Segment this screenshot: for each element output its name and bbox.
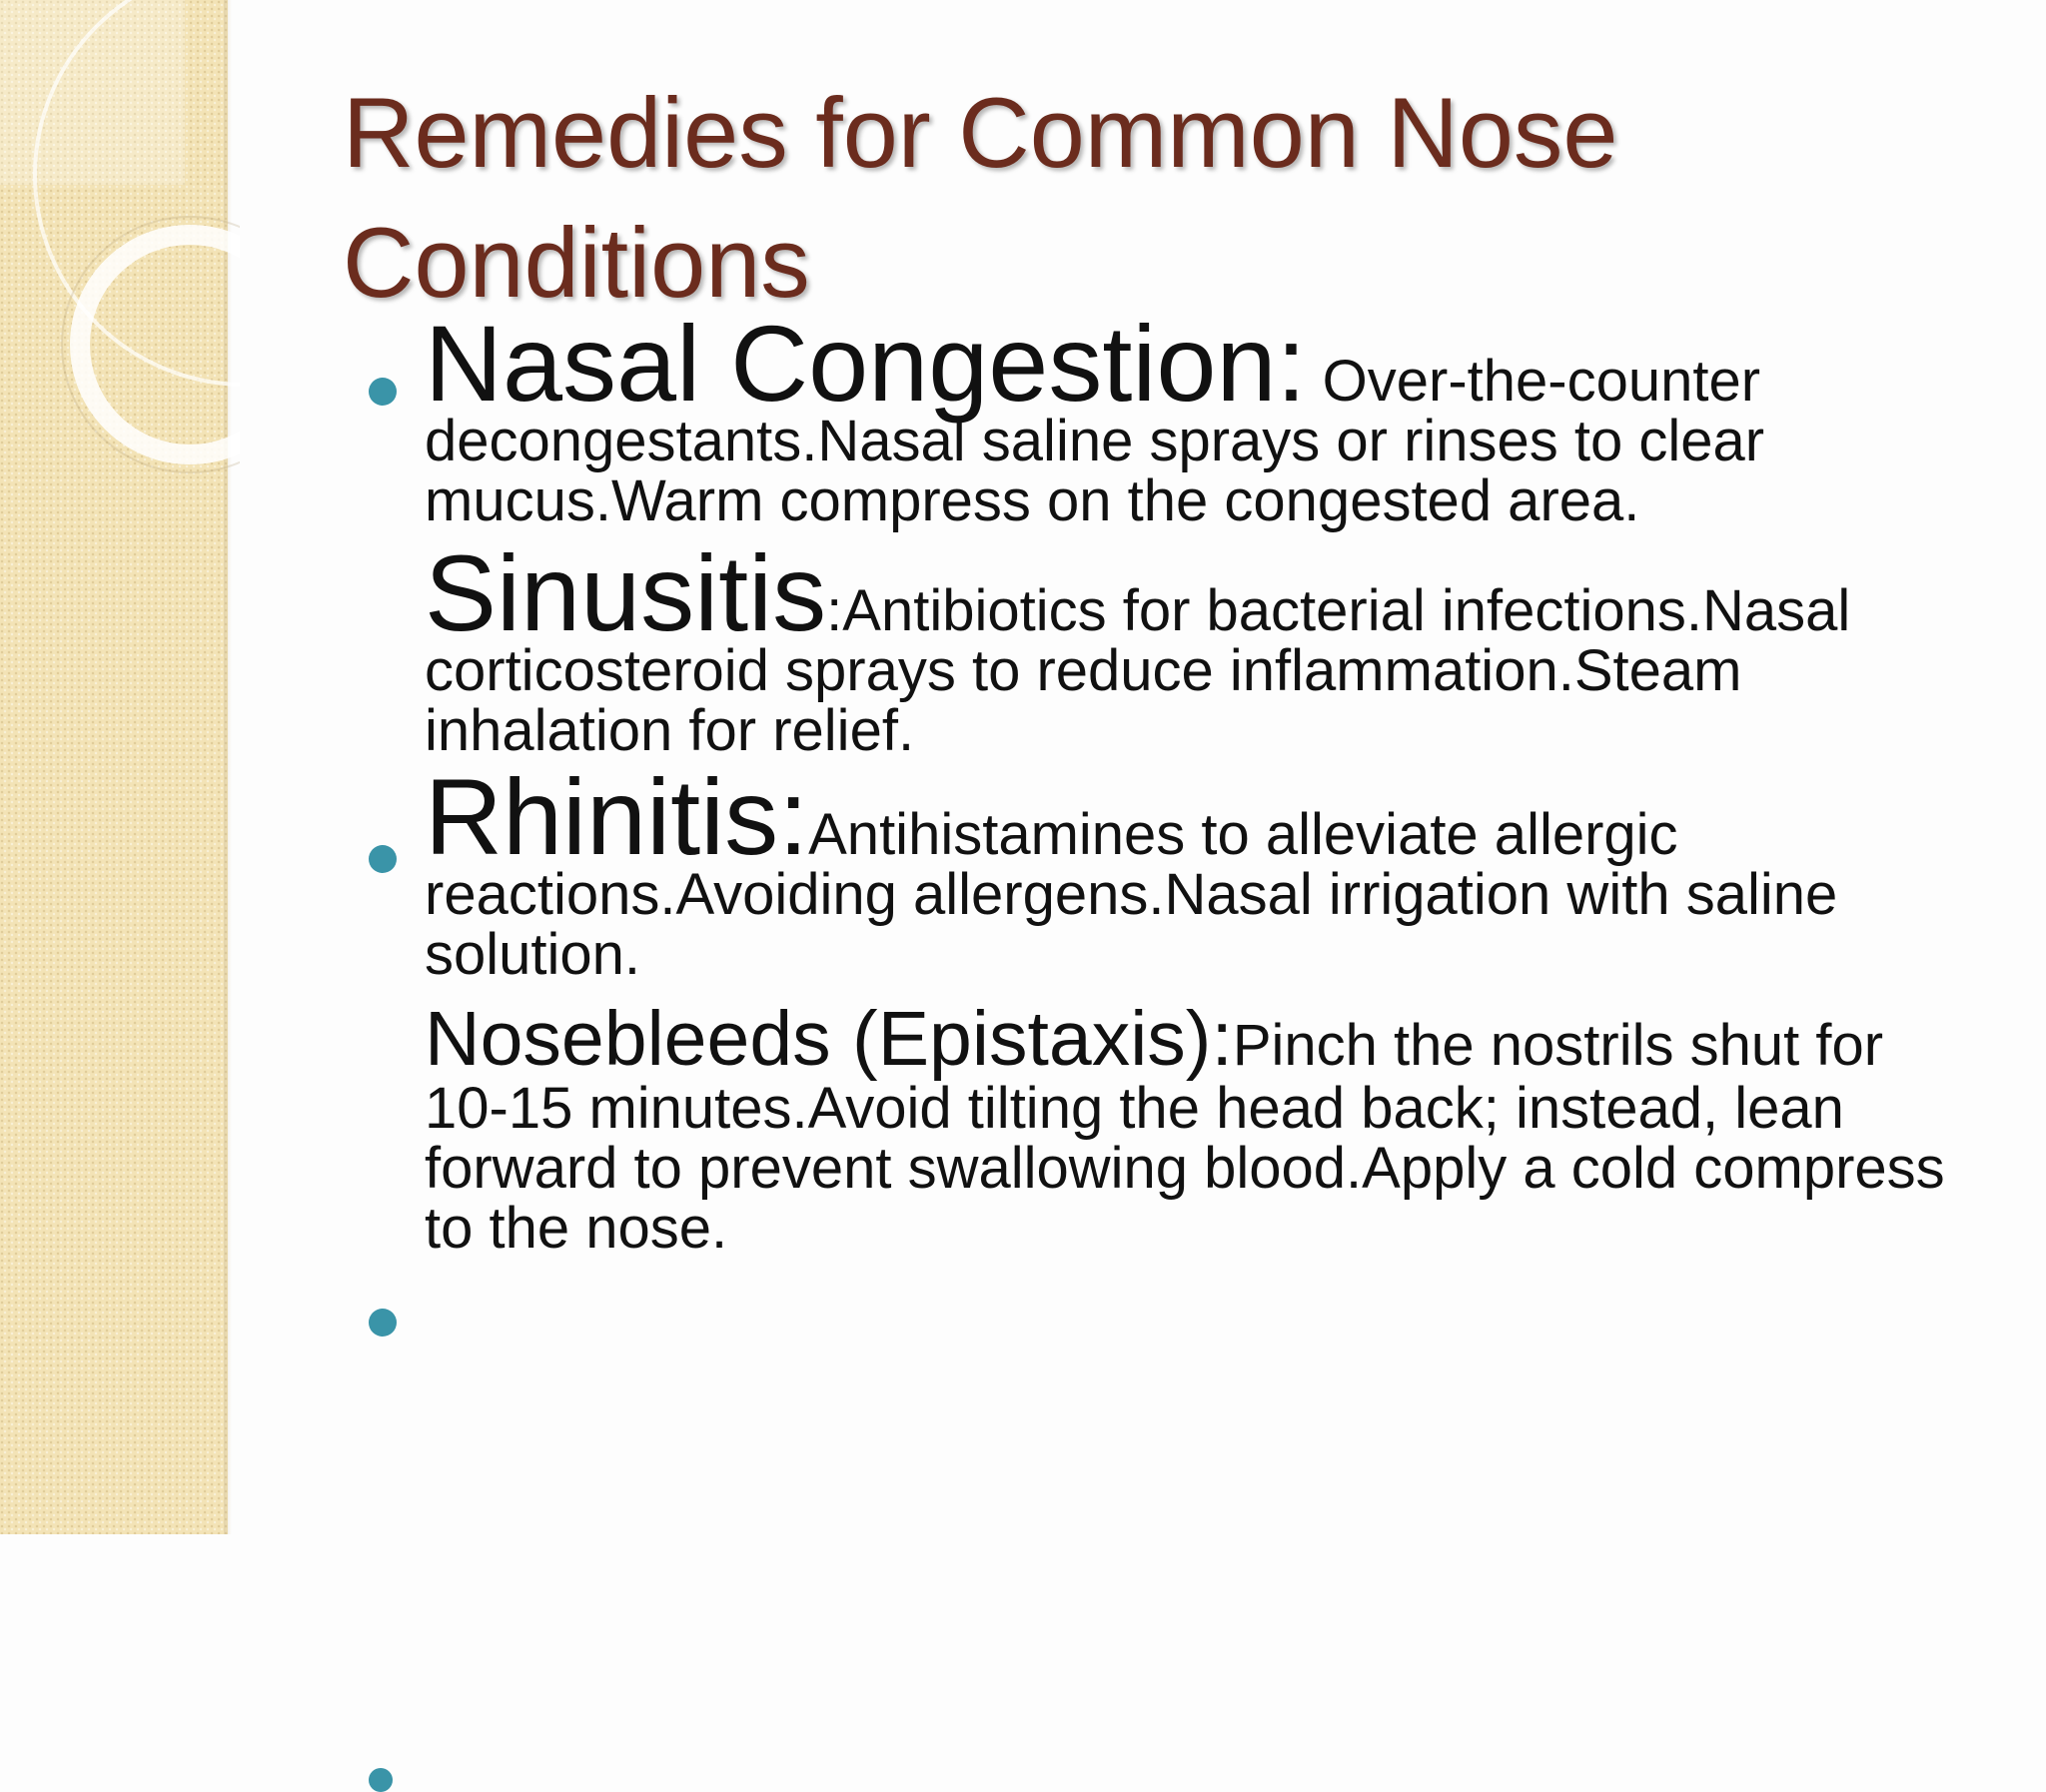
bullet-dot-icon xyxy=(369,378,397,406)
item-heading: Nosebleeds (Epistaxis): xyxy=(425,996,1233,1082)
list-item-rhinitis xyxy=(343,756,1981,987)
remedies-list xyxy=(343,303,1981,1261)
item-text: Over-the-counter decongestants.Nasal saline sprays or rinses to clear mucus.Warm compress on the congested area. xyxy=(425,349,1765,533)
item-heading: Nasal Congestion: xyxy=(425,303,1307,424)
list-item-nasal-congestion xyxy=(343,303,1981,533)
bullet-dot-icon xyxy=(369,1768,393,1792)
item-text: Antihistamines to alleviate allergic reactions.Avoiding allergens.Nasal irrigation with saline solution. xyxy=(425,802,1838,987)
list-item-sinusitis xyxy=(343,532,1981,763)
decorative-rings xyxy=(0,0,240,519)
bullet-dot-icon xyxy=(369,1309,397,1337)
slide-title: Remedies for Common Nose Conditions xyxy=(343,77,1618,318)
item-heading: Rhinitis: xyxy=(425,756,809,877)
list-item-nosebleeds xyxy=(343,996,1981,1261)
item-text: Pinch the nostrils shut for 10-15 minutes.Avoid tilting the head back; instead, lean forward to prevent swallowing blood.Apply a cold compress to the nose. xyxy=(425,1013,1945,1261)
item-text: :Antibiotics for bacterial infections.Nasal corticosteroid sprays to reduce inflammation.Steam inhalation for relief. xyxy=(425,578,1851,763)
item-heading: Sinusitis xyxy=(425,532,827,653)
decorative-ring xyxy=(80,235,240,454)
